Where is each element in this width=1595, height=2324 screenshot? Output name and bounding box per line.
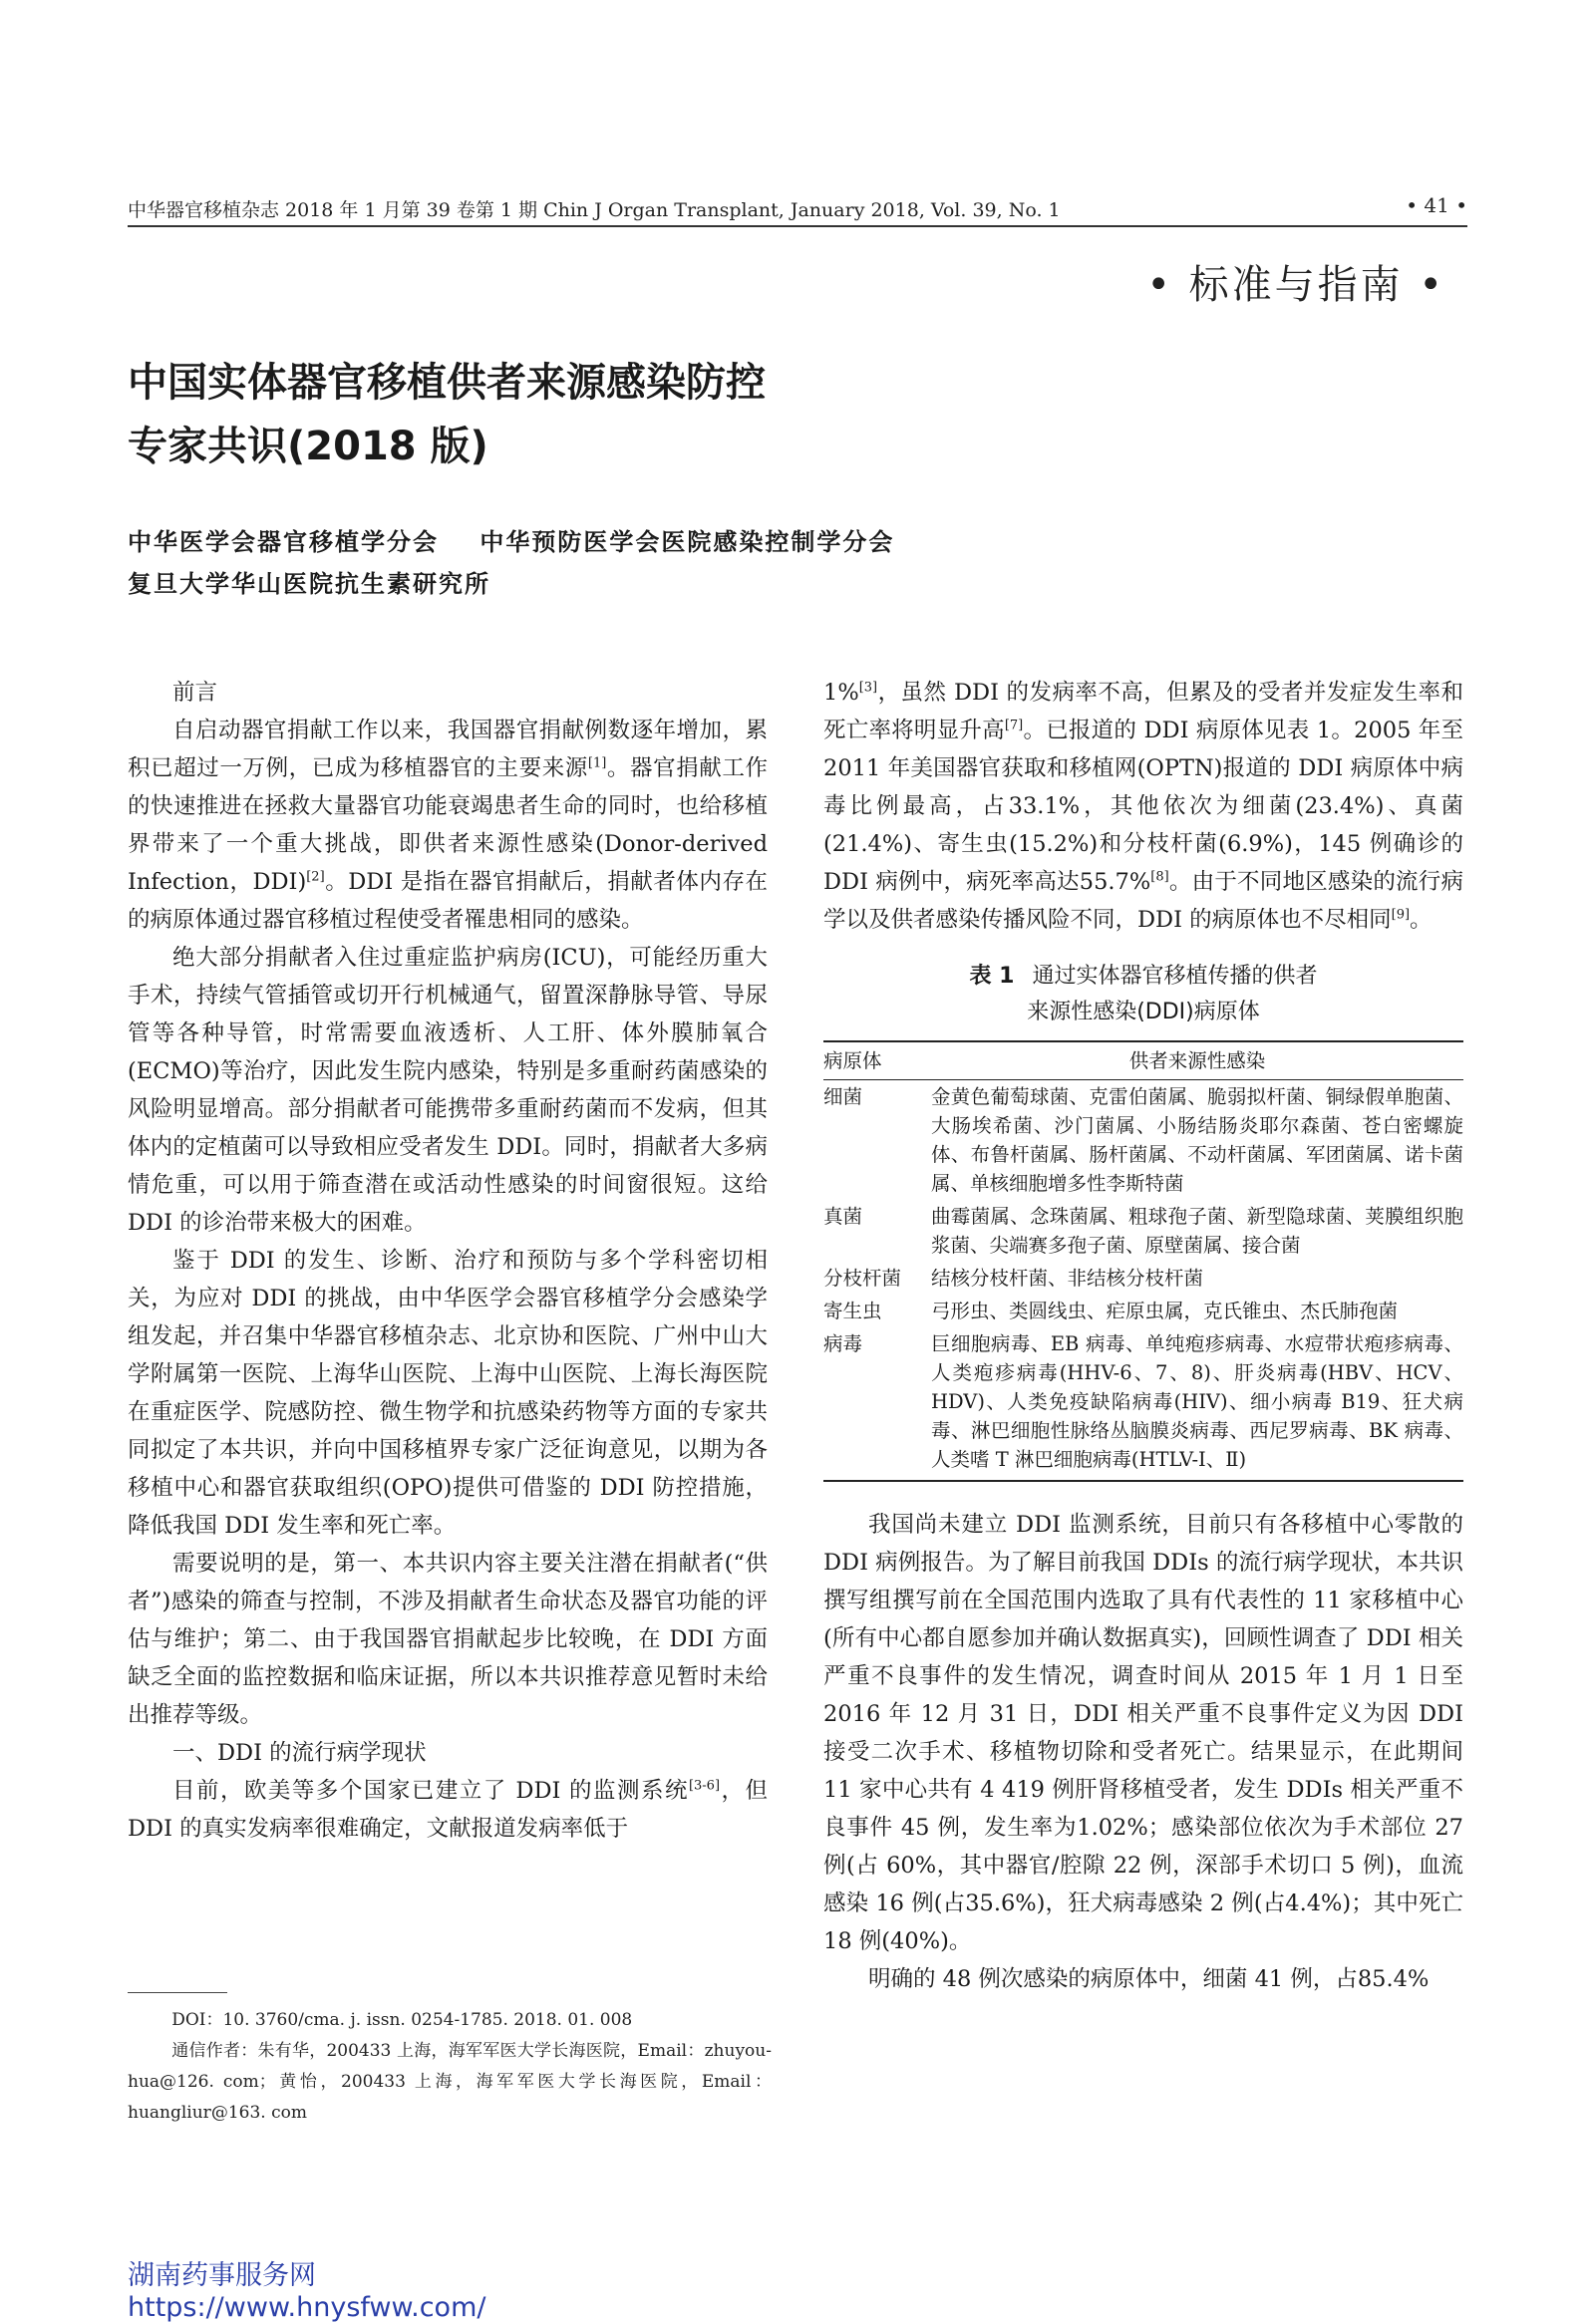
paragraph: 明确的 48 例次感染的病原体中，细菌 41 例，占85.4% bbox=[868, 1966, 1430, 1992]
paragraph: 1%[3]，虽然 DDI 的发病率不高，但累及的受者并发症发生率和死亡率将明显升高[7]。已报道的 DDI 病原体见表 1。2005 年至 2011 年美国器官获取和移植网(OPTN)报道的 DDI 病原体中病毒比例最高，占33.1%，其他依次为细菌(23.4%)、真菌(21.4%)、寄生虫(15.2%)和分枝杆菌(6.9%)，145 例确诊的 DDI 病例中，病死率高达55.7%[8]。由于不同地区感染的流行病学以及供者感染传播风险不同，DDI 的病原体也不尽相同[9]。 bbox=[823, 680, 1463, 933]
section-heading: 一、DDI 的流行病学现状 bbox=[172, 1740, 427, 1766]
header-divider bbox=[128, 225, 1467, 227]
citation[interactable]: [8] bbox=[1150, 869, 1169, 885]
paragraph: 需要说明的是，第一、本共识内容主要关注潜在捐献者(“供者”)感染的筛查与控制，不涉及捐献者生命状态及器官功能的评估与维护；第二、由于我国器官捐献起步比较晚，在 DDI 方面缺乏全面的监控数据和临床证据，所以本共识推荐意见暂时未给出推荐等级。 bbox=[128, 1551, 768, 1728]
preface-heading: 前言 bbox=[172, 680, 218, 706]
footnotes bbox=[128, 2005, 772, 2129]
left-column bbox=[128, 674, 768, 1848]
watermark-url-link[interactable]: https://www.hnysfww.com/ bbox=[128, 2292, 486, 2323]
pathogen-list: 金黄色葡萄球菌、克雷伯菌属、脆弱拟杆菌、铜绿假单胞菌、大肠埃希菌、沙门菌属、小肠结肠炎耶尔森菌、苍白密螺旋体、布鲁杆菌属、肠杆菌属、不动杆菌属、军团菌属、诺卡菌属、单核细胞增多性李斯特菌 bbox=[931, 1085, 1463, 1195]
citation[interactable]: [3] bbox=[858, 680, 878, 696]
table-header-row bbox=[823, 1041, 1463, 1080]
citation[interactable]: [1] bbox=[587, 755, 607, 771]
pathogen-category: 细菌 bbox=[823, 1085, 863, 1108]
table-row bbox=[823, 1327, 1463, 1481]
section-tag: • 标准与指南 • bbox=[1146, 262, 1445, 308]
page-number: • 41 • bbox=[1406, 193, 1467, 217]
article-title bbox=[128, 351, 1124, 478]
table-row bbox=[823, 1080, 1463, 1201]
citation[interactable]: [7] bbox=[1004, 718, 1024, 733]
pathogen-list: 结核分枝杆菌、非结核分枝杆菌 bbox=[931, 1267, 1204, 1290]
pathogen-list: 曲霉菌属、念珠菌属、粗球孢子菌、新型隐球菌、荚膜组织胞浆菌、尖端赛多孢子菌、原壁菌属、接合菌 bbox=[931, 1205, 1463, 1257]
footnote-divider bbox=[128, 1992, 227, 1993]
pathogen-list: 弓形虫、类圆线虫、疟原虫属，克氏锥虫、杰氏肺孢菌 bbox=[931, 1300, 1399, 1322]
table-row bbox=[823, 1262, 1463, 1295]
pathogen-table bbox=[823, 959, 1463, 1482]
table-number: 表 1 bbox=[969, 964, 1015, 989]
author-affiliations bbox=[128, 521, 1324, 605]
paragraph: 绝大部分捐献者入住过重症监护病房(ICU)，可能经历重大手术，持续气管插管或切开行机械通气，留置深静脉导管、导尿管等各种导管，时常需要血液透析、人工肝、体外膜肺氧合(ECMO)等治疗，因此发生院内感染，特别是多重耐药菌感染的风险明显增高。部分捐献者可能携带多重耐药菌而不发病，但其体内的定植菌可以导致相应受者发生 DDI。同时，捐献者大多病情危重，可以用于筛查潜在或活动性感染的时间窗很短。这给 DDI 的诊治带来极大的困难。 bbox=[128, 945, 768, 1236]
doi-line: DOI：10. 3760/cma. j. issn. 0254-1785. 2018. 01. 008 bbox=[171, 2010, 633, 2030]
site-watermark[interactable] bbox=[128, 2260, 485, 2324]
table bbox=[823, 1040, 1463, 1482]
pathogen-category: 真菌 bbox=[823, 1205, 863, 1228]
title-line-1: 中国实体器官移植供者来源感染防控 bbox=[128, 360, 766, 406]
paragraph: 鉴于 DDI 的发生、诊断、治疗和预防与多个学科密切相关，为应对 DDI 的挑战，由中华医学会器官移植学分会感染学组发起，并召集中华器官移植杂志、北京协和医院、广州中山大学附属第一医院、上海华山医院、上海中山医院、上海长海医院在重症医学、院感防控、微生物学和抗感染药物等方面的专家共同拟定了本共识，并向中国移植界专家广泛征询意见，以期为各移植中心和器官获取组织(OPO)提供可借鉴的 DDI 防控措施，降低我国 DDI 发生率和死亡率。 bbox=[128, 1248, 768, 1539]
citation[interactable]: [3-6] bbox=[688, 1778, 721, 1794]
pathogen-category: 寄生虫 bbox=[823, 1300, 882, 1322]
title-line-2: 专家共识(2018 版) bbox=[128, 424, 488, 469]
watermark-site-name: 湖南药事服务网 bbox=[128, 2260, 316, 2291]
table-row bbox=[823, 1295, 1463, 1327]
corresponding-author: 通信作者：朱有华，200433 上海，海军军医大学长海医院，Email：zhuyou-hua@126. com；黄怡，200433 上海，海军军医大学长海医院，Email：huangliur@163. com bbox=[128, 2041, 772, 2123]
authors-line-2: 复旦大学华山医院抗生素研究所 bbox=[128, 569, 490, 598]
table-caption: 表 1 通过实体器官移植传播的供者 来源性感染(DDI)病原体 bbox=[969, 964, 1318, 1024]
citation[interactable]: [2] bbox=[306, 869, 325, 885]
paragraph: 自启动器官捐献工作以来，我国器官捐献例数逐年增加，累积已超过一万例，已成为移植器官的主要来源[1]。器官捐献工作的快速推进在拯救大量器官功能衰竭患者生命的同时，也给移植界带来了一个重大挑战，即供者来源性感染(Donor-derived Infection，DDI)[2]。DDI 是指在器官捐献后，捐献者体内存在的病原体通过器官移植过程使受者罹患相同的感染。 bbox=[128, 718, 768, 933]
paragraph: 我国尚未建立 DDI 监测系统，目前只有各移植中心零散的 DDI 病例报告。为了解目前我国 DDIs 的流行病学现状，本共识撰写组撰写前在全国范围内选取了具有代表性的 11 家移植中心(所有中心都自愿参加并确认数据真实)，回顾性调查了 DDI 相关严重不良事件的发生情况，调查时间从 2015 年 1 月 1 日至 2016 年 12 月 31 日，DDI 相关严重不良事件定义为因 DDI 接受二次手术、移植物切除和受者死亡。结果显示，在此期间 11 家中心共有 4 419 例肝肾移植受者，发生 DDIs 相关严重不良事件 45 例，发生率为1.02%；感染部位依次为手术部位 27 例(占 60%，其中器官/腔隙 22 例，深部手术切口 5 例)，血流感染 16 例(占35.6%)，狂犬病毒感染 2 例(占4.4%)；其中死亡 18 例(40%)。 bbox=[823, 1512, 1463, 1954]
table-row bbox=[823, 1200, 1463, 1262]
pathogen-list: 巨细胞病毒、EB 病毒、单纯疱疹病毒、水痘带状疱疹病毒、人类疱疹病毒(HHV-6、7、8)、肝炎病毒(HBV、HCV、HDV)、人类免疫缺陷病毒(HIV)、细小病毒 B19、狂犬病毒、淋巴细胞性脉络丛脑膜炎病毒、西尼罗病毒、BK 病毒、人类嗜 T 淋巴细胞病毒(HTLV-Ⅰ、Ⅱ) bbox=[931, 1327, 1463, 1481]
citation[interactable]: [9] bbox=[1391, 907, 1411, 923]
pathogen-category: 分枝杆菌 bbox=[823, 1267, 902, 1290]
running-header: 中华器官移植杂志 2018 年 1 月第 39 卷第 1 期 Chin J Organ Transplant, January 2018, Vol. 39, No. 1 bbox=[128, 199, 1061, 221]
authors-line-1: 中华医学会器官移植学分会 中华预防医学会医院感染控制学分会 bbox=[128, 527, 895, 556]
column-header: 供者来源性感染 bbox=[931, 1041, 1463, 1080]
column-header: 病原体 bbox=[823, 1041, 931, 1080]
pathogen-category: 病毒 bbox=[823, 1327, 931, 1481]
right-column bbox=[823, 674, 1463, 1998]
paragraph: 目前，欧美等多个国家已建立了 DDI 的监测系统[3-6]，但 DDI 的真实发病率很难确定，文献报道发病率低于 bbox=[128, 1778, 768, 1842]
